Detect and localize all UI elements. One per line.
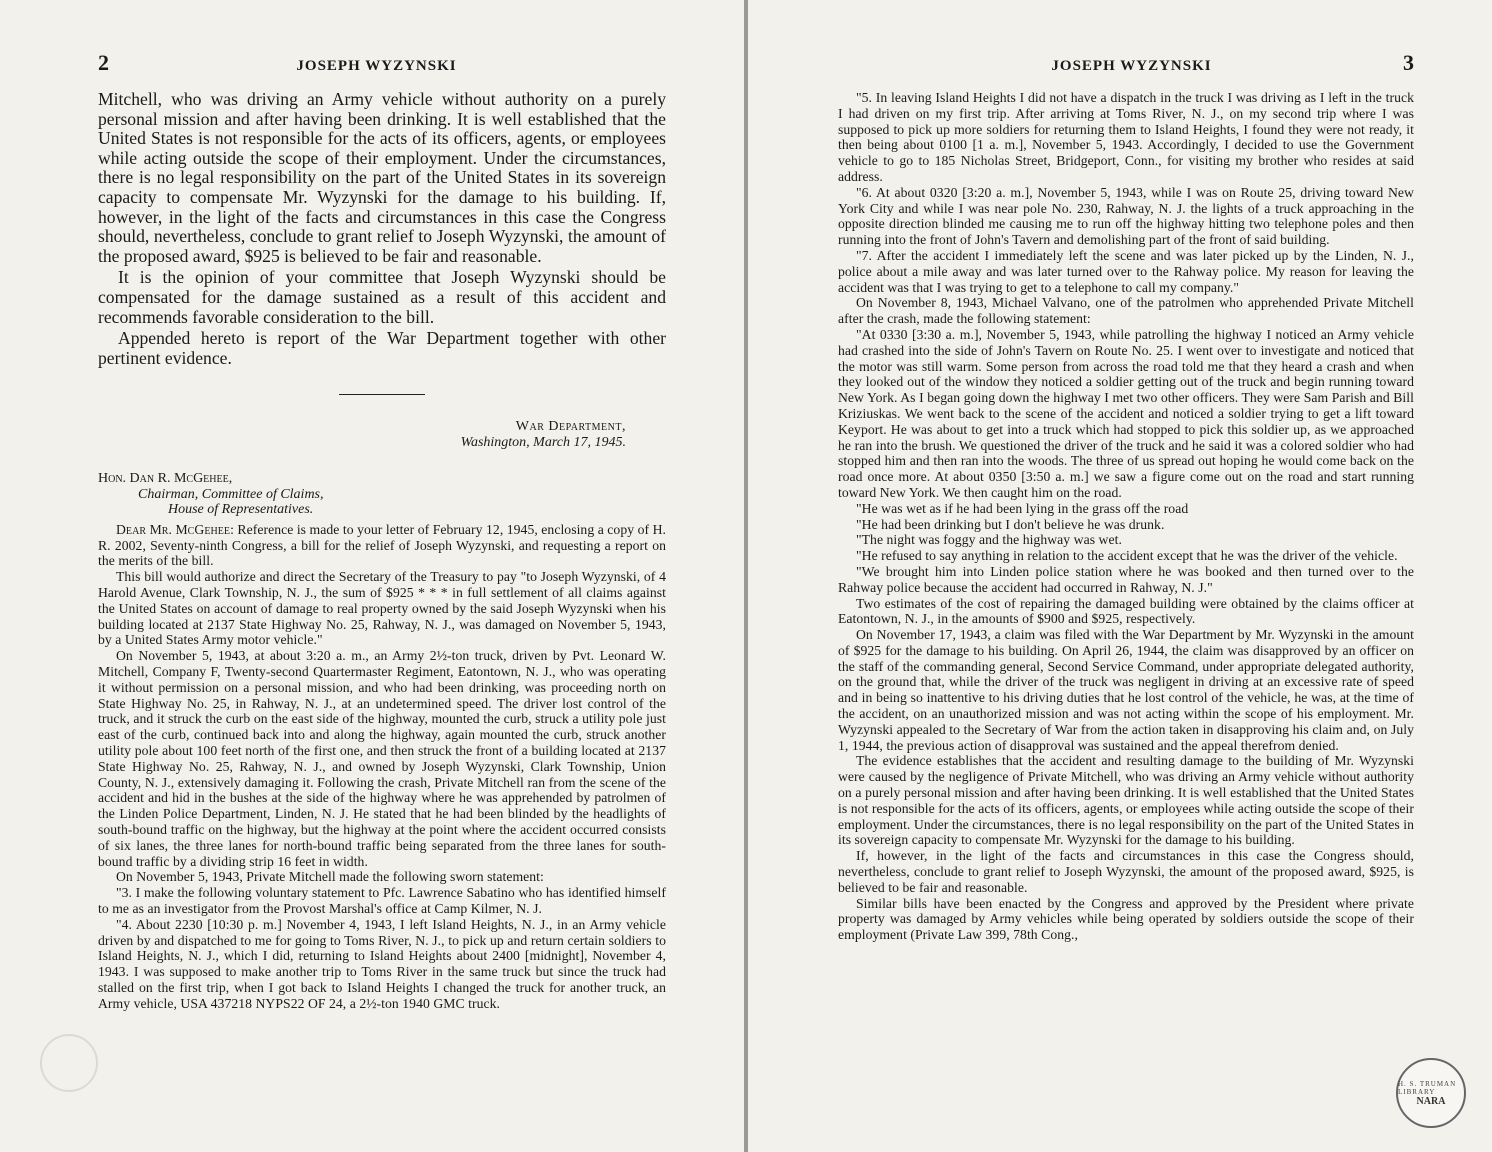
right-paragraph-9: "He refused to say anything in relation to the accident except that he was the driver of the vehicle.	[856, 548, 1398, 564]
right-paragraph-1: "5. In leaving Island Heights I did not have a dispatch in the truck I was driving as I left in the truck I had driven on my first trip. After arriving at Toms River, N. J., on my second trip where I was supposed to pick up more soldiers for returning them to Island Heights, I found they were not ready, it then being about 0100 [1 a. m.], November 5, 1943. Accordingly, I decided to use the Government vehicle to go to 185 Nicholas Street, Bridgeport, Conn., for visiting my brother who resides at said address.	[838, 90, 1414, 184]
right-paragraph-13: The evidence establishes that the accident and resulting damage to the building of Mr. Wyzynski were caused by the negligence of Private Mitchell, who was driving an Army vehicle without authority on a purely personal mission and after having been drinking. It is well established that the United States is not responsible for the acts of its officers, agents, or employees while acting outside the scope of their employment. Under the circumstances, there is no legal responsibility on the part of the United States in its sovereign capacity to compensate Mr. Wyzynski for the damage to his building.	[838, 753, 1414, 848]
library-seal-icon	[1396, 1058, 1466, 1128]
right-page	[748, 0, 1492, 1152]
letter-body	[98, 522, 666, 1012]
letter-header	[98, 419, 666, 451]
right-paragraph-10: "We brought him into Linden police station where he was booked and then turned over to the Rahway police because the accident had occurred in Rahway, N. J."	[838, 563, 1414, 595]
right-paragraph-14: If, however, in the light of the facts and circumstances in this case the Congress should, nevertheless, conclude to grant relief to Joseph Wyzynski, the amount of the proposed award, $925, is believed to be fair and reasonable.	[838, 848, 1414, 895]
left-page	[0, 0, 744, 1152]
report-paragraph-2: It is the opinion of your committee that Joseph Wyzynski should be compensated for the damage sustained as a result of this accident and recommends favorable consideration to the bill.	[98, 267, 666, 327]
addressee-title: Chairman, Committee of Claims,	[138, 486, 324, 502]
letter-paragraph-3: On November 5, 1943, at about 3:20 a. m., an Army 2½-ton truck, driven by Pvt. Leonard W. Mitchell, Company F, Twenty-second Quartermaster Regiment, Eatontown, N. J., who was operating it without permission on a personal mission, and who had been drinking, was proceeding north on State Highway No. 25, in Rahway, N. J., at an undetermined speed. The driver lost control of the truck, and it struck the curb on the east side of the highway, mounted the curb, struck a utility pole just east of the curb, continued back into and along the highway, again mounted the curb, struck another utility pole about 100 feet north of the first one, and then struck the front of a building located at 2137 State Highway No. 25, Rahway, N. J., and owned by Joseph Wyzynski, Clark Township, Union County, N. J., extensively damaging it. Following the crash, Private Mitchell ran from the scene of the accident and hid in the bushes at the side of the highway where he was apprehended by patrolmen of the Linden Police Department, Linden, N. J. He stated that he had been blinded by the headlights of south-bound traffic on the highway, but the highway at the point where the accident occurred consists of six lanes, the three lanes for north-bound traffic being separated from the three lanes for south-bound traffic by a dividing strip 16 feet in width.	[98, 648, 666, 869]
left-running-head	[98, 50, 666, 76]
letter-body-continued	[838, 90, 1414, 943]
letter-place-date: Washington, March 17, 1945.	[460, 435, 626, 451]
letter-paragraph-1	[98, 522, 666, 569]
right-paragraph-3: "7. After the accident I immediately left the scene and was later picked up by the Linden, N. J., police about a mile away and was later turned over to the Rahway police. My reason for leaving the accident was that I was trying to get to a telephone to call my company."	[838, 247, 1414, 295]
letter-paragraph-4: On November 5, 1943, Private Mitchell made the following sworn statement:	[116, 869, 544, 885]
right-paragraph-2: "6. At about 0320 [3:20 a. m.], November 5, 1943, while I was on Route 25, driving toward New York City and while I was near pole No. 230, Rahway, N. J. the lights of a truck approaching in the opposite direction blinded me causing me to run off the highway hitting two telephone poles and then running into the front of John's Tavern and demolishing part of the front of said building.	[838, 184, 1414, 248]
right-page-number: 3	[1403, 50, 1414, 75]
right-paragraph-6: "He was wet as if he had been lying in the grass off the road	[856, 500, 1189, 516]
right-paragraph-8: "The night was foggy and the highway was wet.	[856, 532, 1122, 548]
faint-stamp-mark	[40, 1034, 98, 1092]
report-paragraph-3: Appended hereto is report of the War Department together with other pertinent evidence.	[98, 328, 666, 368]
right-running-title: JOSEPH WYZYNSKI	[1051, 58, 1212, 74]
committee-report-text	[98, 90, 666, 368]
right-running-head	[838, 50, 1414, 76]
right-paragraph-4: On November 8, 1943, Michael Valvano, one of the patrolmen who apprehended Private Mitchell after the crash, made the following statement:	[838, 295, 1414, 327]
seal-core-text: NARA	[1416, 1095, 1446, 1107]
report-paragraph-1: Mitchell, who was driving an Army vehicle without authority on a purely personal mission and after having been drinking. It is well established that the United States is not responsible for the acts of its officers, agents, or employees while acting outside the scope of their employment. Under the circumstances, there is no legal responsibility on the part of the United States in its sovereign capacity to compensate Mr. Wyzynski for the damage to his building. If, however, in the light of the facts and circumstances in this case the Congress should, nevertheless, conclude to grant relief to Joseph Wyzynski, the amount of the proposed award, $925 is believed to be fair and reasonable.	[98, 89, 666, 266]
seal-ring-text: H. S. TRUMAN LIBRARY	[1398, 1079, 1457, 1096]
left-page-number: 2	[98, 50, 109, 75]
letter-paragraph-6: "4. About 2230 [10:30 p. m.] November 4, 1943, I left Island Heights, N. J., in an Army vehicle driven by and dispatched to me for going to Toms River, N. J., to pick up and return certain soldiers to Island Heights, N. J., which I did, returning to Island Heights about 2400 [midnight], November 4, 1943. I was supposed to make another trip to Toms River in the same truck but since the truck had stalled on the first trip, when I got back to Island Heights I changed the truck for another truck, an Army vehicle, USA 437218 NYPS22 OF 24, a 2½-ton 1940 GMC truck.	[98, 916, 666, 1011]
right-paragraph-7: "He had been drinking but I don't believe he was drunk.	[856, 516, 1165, 532]
addressee-body: House of Representatives.	[168, 502, 314, 518]
left-running-title: JOSEPH WYZYNSKI	[296, 58, 457, 74]
right-paragraph-12: On November 17, 1943, a claim was filed with the War Department by Mr. Wyzynski in the amount of $925 for the damage to his building. On April 26, 1944, the claim was disapproved by an officer on the staff of the commanding general, Second Service Command, under appropriate delegated authority, on the ground that, while the driver of the truck was negligent in driving at an excessive rate of speed and in being so inattentive to his driving duties that he lost control of the vehicle, he was, at the time of the accident, on an unauthorized mission and was not acting within the scope of his employment. Mr. Wyzynski appealed to the Secretary of War from the action taken in disapproving his claim and, on July 1, 1944, the previous action of disapproval was sustained and the appeal therefrom denied.	[838, 627, 1414, 753]
addressee-name: Hon. Dan R. McGehee,	[98, 471, 233, 487]
letter-paragraph-1-text: Reference is made to your letter of February 12, 1945, enclosing a copy of H. R. 2002, Seventy-ninth Congress, a bill for the relief of Joseph Wyzynski, and requesting a report on the merits of the bill.	[98, 521, 666, 569]
salutation: Dear Mr. McGehee:	[116, 521, 234, 537]
right-paragraph-15: Similar bills have been enacted by the Congress and approved by the President where private property was damaged by Army vehicles while being operated by soldiers outside the scope of their employment (Private Law 399, 78th Cong.,	[838, 895, 1414, 943]
section-divider	[339, 394, 425, 395]
right-paragraph-5: "At 0330 [3:30 a. m.], November 5, 1943, while patrolling the highway I noticed an Army vehicle had crashed into the side of John's Tavern on Route No. 25. I went over to investigate and noticed that the motor was still warm. Some person from across the road told me that they heard a crash and when they looked out of the window they noticed a soldier getting out of the truck and begin running toward New York. As I began going down the highway I met two other officers. They were Sam Parish and Bill Kriziuskas. We went back to the scene of the accident and noticed a soldier trying to get a lift toward Keyport. He was about to get into a truck which had stopped to pick this soldier up, as we approached he ran into the brush. We questioned the driver of the truck and he said it was a colored soldier who had stopped him and then ran into the woods. The three of us spread out hoping he would come back on the road once more. At about 0350 [3:50 a. m.] we saw a figure come out on the road and start running toward New York. We then caught him on the road.	[838, 326, 1414, 500]
letter-paragraph-2: This bill would authorize and direct the Secretary of the Treasury to pay "to Joseph Wyzynski, of 4 Harold Avenue, Clark Township, N. J., the sum of $925 * * * in full settlement of all claims against the United States on account of damage to real property owned by the said Joseph Wyzynski when his building located at 2137 State Highway No. 25, Rahway, N. J., was damaged on November 5, 1943, by a United States Army motor vehicle."	[98, 569, 666, 648]
letter-addressee	[98, 471, 666, 518]
letter-department: War Department,	[515, 419, 626, 435]
letter-paragraph-5: "3. I make the following voluntary statement to Pfc. Lawrence Sabatino who has identified himself to me as an investigator from the Provost Marshal's office at Camp Kilmer, N. J.	[98, 885, 666, 916]
right-paragraph-11: Two estimates of the cost of repairing the damaged building were obtained by the claims officer at Eatontown, N. J., in the amounts of $900 and $925, respectively.	[838, 595, 1414, 627]
